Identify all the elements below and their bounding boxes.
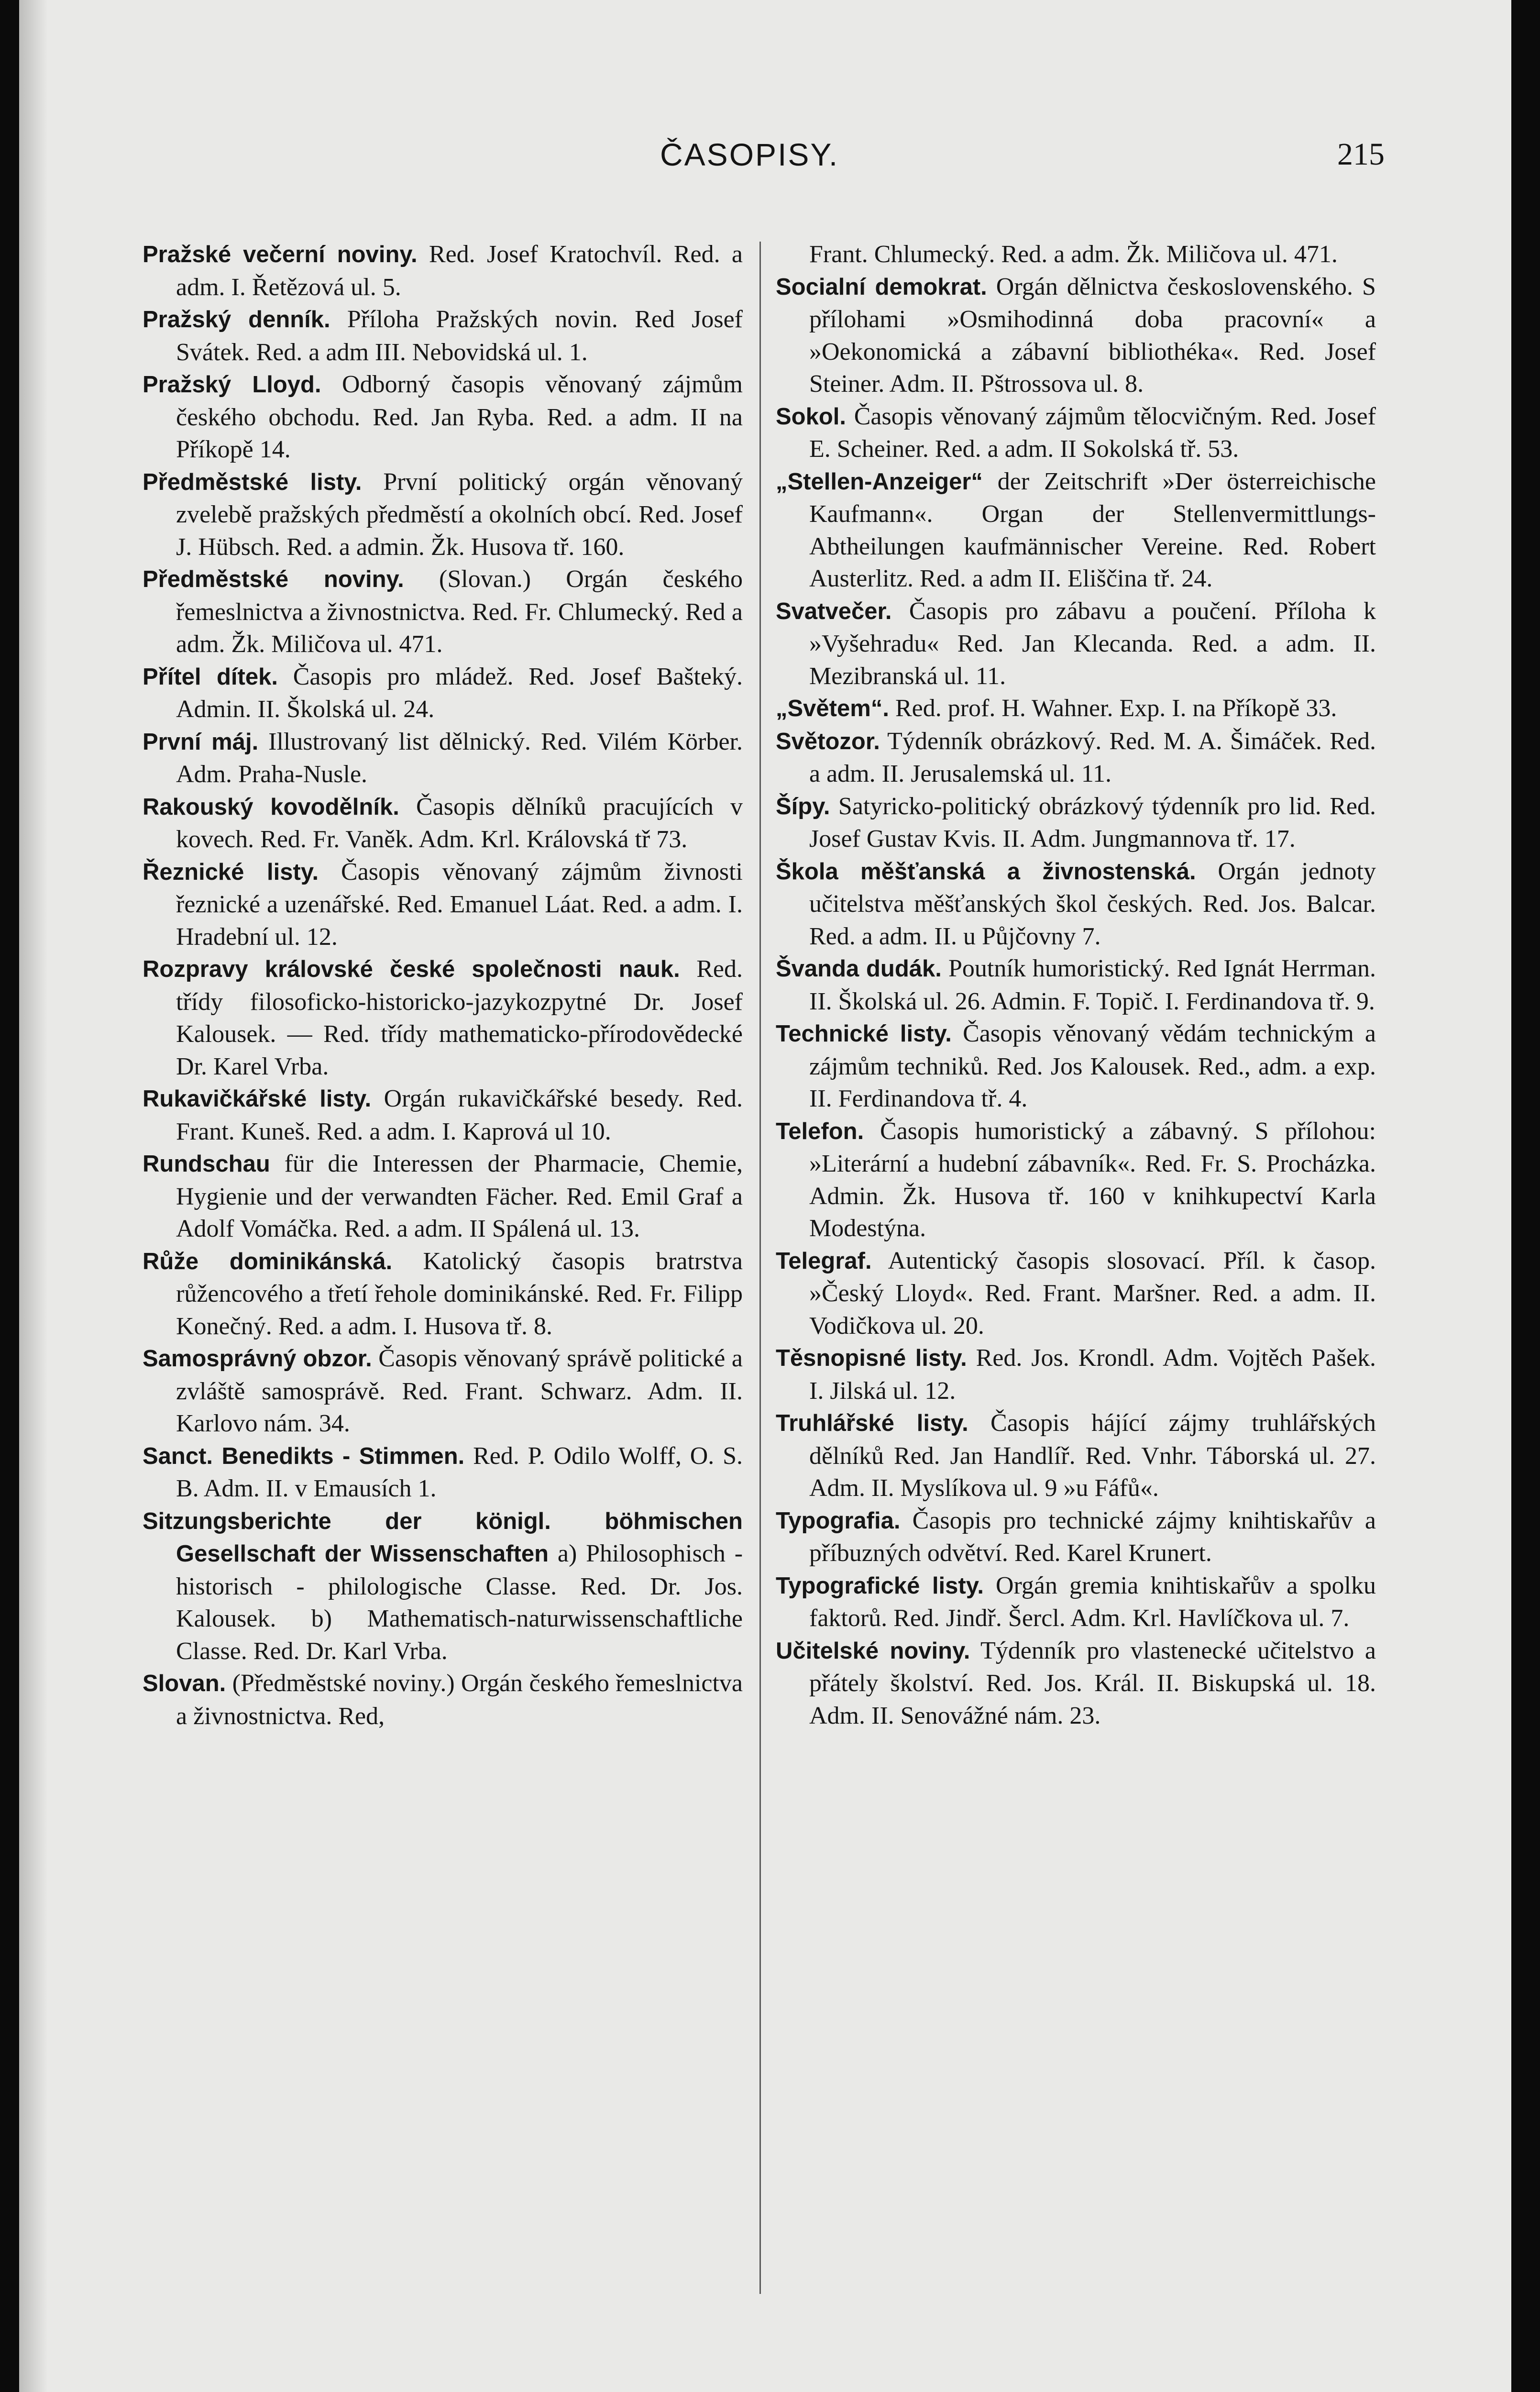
list-item (776, 1018, 1376, 1115)
list-item (776, 271, 1376, 400)
entry-text: für die Interessen der Pharmacie, Chemie, Hygienie und der verwandten Fächer. Red. Emil Graf a Adolf Vomáčka. Red. a adm. II Spálená ul. 13. (176, 1150, 743, 1242)
entry-text: Časopis pro technické zájmy knihtiskařův a příbuzných odvětví. Red. Karel Krunert. (809, 1506, 1376, 1567)
page-number: 215 (1337, 137, 1385, 172)
entry-text: (Slovan.) Orgán českého řemeslnictva a živnostnictva. Red. Fr. Chlumecký. Red a adm. Žk. Miličova ul. 471. (176, 565, 743, 658)
page-header (19, 136, 1511, 179)
entry-title: Truhlářské listy. (776, 1410, 968, 1436)
entry-text: Poutník humoristický. Red Ignát Herrman. II. Školská ul. 26. Admin. F. Topič. I. Ferdinandova tř. 9. (809, 955, 1376, 1015)
entry-text: Časopis věnovaný vědám technickým a zájmům techniků. Red. Jos Kalousek. Red., adm. a exp. II. Ferdinandova tř. 4. (809, 1020, 1376, 1112)
list-item (776, 1245, 1376, 1342)
entry-title: Rozpravy královské české společnosti nauk. (143, 956, 680, 982)
list-item (776, 1505, 1376, 1570)
list-item (143, 1505, 743, 1668)
list-item (143, 466, 743, 564)
entry-title: Světozor. (776, 728, 880, 754)
entry-title: Rakouský kovodělník. (143, 794, 399, 820)
list-item (143, 856, 743, 953)
entry-title: Technické listy. (776, 1021, 952, 1047)
entry-text: Časopis hájící zájmy truhlářských dělníků Red. Jan Handlíř. Red. Vnhr. Táborská ul. 27. Adm. II. Myslíkova ul. 9 »u Fáfů«. (809, 1409, 1376, 1502)
list-item (143, 953, 743, 1083)
entry-title: Růže dominikánská. (143, 1248, 393, 1274)
entry-title: „Stellen-Anzeiger“ (776, 468, 983, 495)
list-item (143, 1342, 743, 1440)
entry-text: Katolický časopis bratrstva růžencového a třetí řehole dominikánské. Red. Fr. Filipp Konečný. Red. a adm. I. Husova tř. 8. (176, 1247, 743, 1340)
left-column (143, 238, 743, 1732)
entry-text: Odborný časopis věnovaný zájmům českého obchodu. Red. Jan Ryba. Red. a adm. II na Příkopě 14. (176, 371, 743, 463)
entry-text: Satyricko-politický obrázkový týdenník pro lid. Red. Josef Gustav Kvis. II. Adm. Jungmannova tř. 17. (809, 792, 1376, 853)
list-item (143, 1440, 743, 1505)
running-title: ČASOPISY. (660, 137, 839, 172)
entry-title: Pražský Lloyd. (143, 372, 321, 398)
entry-text: Autentický časopis slosovací. Příl. k časop. »Český Lloyd«. Red. Frant. Maršner. Red. a adm. II. Vodičkova ul. 20. (809, 1247, 1376, 1340)
list-item (776, 725, 1376, 790)
entry-text: Orgán dělnictva československého. S přílohami »Osmihodinná doba pracovní« a »Oekonomická a zábavní bibliothéka«. Red. Josef Steiner. Adm. II. Pštrossova ul. 8. (809, 273, 1376, 398)
entry-title: Socialní demokrat. (776, 274, 987, 300)
entry-text: Red. Josef Kratochvíl. Red. a adm. I. Řetězová ul. 5. (176, 241, 743, 301)
entry-text: Časopis pro mládež. Red. Josef Bašteký. Admin. II. Školská ul. 24. (176, 663, 743, 723)
entry-title: Učitelské noviny. (776, 1638, 970, 1664)
entry-title: Rukavičkářské listy. (143, 1086, 372, 1112)
list-item (143, 1083, 743, 1148)
entry-title: Typografia. (776, 1507, 901, 1534)
entry-text: Illustrovaný list dělnický. Red. Vilém Körber. Adm. Praha-Nusle. (176, 728, 743, 788)
entry-text: Časopis věnovaný správě politické a zvláště samosprávě. Red. Frant. Schwarz. Adm. II. Karlovo nám. 34. (176, 1345, 743, 1437)
entry-title: Švanda dudák. (776, 956, 942, 982)
entry-title: Sokol. (776, 403, 847, 430)
list-item (776, 952, 1376, 1018)
list-item (776, 1115, 1376, 1245)
entry-text: Red. prof. H. Wahner. Exp. I. na Příkopě 33. (889, 695, 1337, 722)
entry-text: Red. P. Odilo Wolff, O. S. B. Adm. II. v Emausích 1. (176, 1442, 743, 1502)
entry-text: Časopis dělníků pracujících v kovech. Red. Fr. Vaněk. Adm. Krl. Královská tř 73. (176, 793, 743, 853)
entry-text: Týdenník obrázkový. Red. M. A. Šimáček. Red. a adm. II. Jerusalemská ul. 11. (809, 727, 1376, 787)
list-item (776, 1407, 1376, 1505)
entry-title: Pražský denník. (143, 307, 330, 332)
right-column (776, 238, 1376, 1732)
entry-title: Přítel dítek. (143, 664, 278, 690)
entry-text: První politický orgán věnovaný zvelebě pražských předměstí a okolních obcí. Red. Josef J. Hübsch. Red. a admin. Žk. Husova tř. 160. (176, 468, 743, 561)
list-item (776, 1342, 1376, 1407)
entry-title: Řeznické listy. (143, 859, 319, 885)
entry-text: a) Philosophisch - historisch - philologische Classe. Red. Dr. Jos. Kalousek. b) Mathematisch-naturwissenschaftliche Classe. Red. Dr. Karl Vrba. (176, 1540, 743, 1665)
book-page (19, 0, 1511, 2392)
entry-title: Telegraf. (776, 1248, 872, 1274)
list-item (776, 1635, 1376, 1732)
entry-text: (Předměstské noviny.) Orgán českého řemeslnictva a živnostnictva. Red, (176, 1670, 743, 1730)
entry-text: der Zeitschrift »Der österreichische Kaufmann«. Organ der Stellenvermittlungs-Abtheilungen kaufmännischer Vereine. Red. Robert Austerlitz. Red. a adm II. Eliščina tř. 24. (809, 467, 1376, 592)
list-item (776, 692, 1376, 725)
column-divider (759, 242, 761, 2294)
entry-text: Red. Jos. Krondl. Adm. Vojtěch Pašek. I. Jilská ul. 12. (809, 1344, 1376, 1405)
entry-text: Orgán rukavičkářské besedy. Red. Frant. Kuneš. Red. a adm. I. Kaprová ul 10. (176, 1085, 743, 1145)
entry-text: Týdenník pro vlastenecké učitelstvo a přátely školství. Red. Jos. Král. II. Biskupská ul. 18. Adm. II. Senovážné nám. 23. (809, 1637, 1376, 1729)
entry-title: Telefon. (776, 1118, 864, 1144)
entry-text: Časopis pro zábavu a poučení. Příloha k »Vyšehradu« Red. Jan Klecanda. Red. a adm. II. Mezibranská ul. 11. (809, 597, 1376, 690)
list-item (143, 1245, 743, 1343)
entry-title: Předměstské noviny. (143, 566, 404, 592)
entry-title: Rundschau (143, 1151, 270, 1177)
entry-title: Škola měšťanská a živnostenská. (776, 858, 1196, 885)
entry-text: Časopis věnovaný zájmům tělocvičným. Red. Josef E. Scheiner. Red. a adm. II Sokolská tř. 53. (809, 402, 1376, 463)
entry-text: Frant. Chlumecký. Red. a adm. Žk. Miličova ul. 471. (809, 241, 1338, 268)
entry-title: Svatvečer. (776, 598, 892, 624)
entry-text: Příloha Pražských novin. Red Josef Svátek. Red. a adm III. Nebovidská ul. 1. (176, 306, 743, 366)
list-item (776, 1570, 1376, 1635)
list-item (776, 595, 1376, 693)
list-item (143, 368, 743, 466)
entry-text: Red. třídy filosoficko-historicko-jazykozpytné Dr. Josef Kalousek. — Red. třídy mathematicko-přírodovědecké Dr. Karel Vrba. (176, 955, 743, 1080)
entry-title: Typografické listy. (776, 1573, 984, 1599)
entry-title: Těsnopisné listy. (776, 1345, 967, 1371)
list-item (143, 791, 743, 856)
list-item (776, 790, 1376, 855)
entry-text: Časopis věnovaný zájmům živnosti řeznické a uzenářské. Red. Emanuel Láat. Red. a adm. I. Hradební ul. 12. (176, 858, 743, 951)
entry-title: Slovan. (143, 1671, 226, 1696)
list-item (776, 465, 1376, 595)
list-item (776, 400, 1376, 465)
list-item (143, 661, 743, 726)
list-item (143, 303, 743, 368)
entry-title: Sitzungsberichte der königl. böhmischen Gesellschaft der Wissenschaften (143, 1508, 743, 1567)
list-item (143, 563, 743, 661)
list-item (143, 238, 743, 303)
entry-text: Orgán gremia knihtiskařův a spolku faktorů. Red. Jindř. Šercl. Adm. Krl. Havlíčkova ul. 7. (809, 1572, 1376, 1632)
list-item-continuation (776, 238, 1376, 271)
entry-title: Předměstské listy. (143, 469, 362, 495)
entry-title: Samosprávný obzor. (143, 1346, 372, 1372)
entry-title: Sanct. Benedikts - Stimmen. (143, 1443, 465, 1469)
list-item (143, 1148, 743, 1245)
entry-text: Orgán jednoty učitelstva měšťanských škol českých. Red. Jos. Balcar. Red. a adm. II. u Půjčovny 7. (809, 857, 1376, 950)
list-item (143, 726, 743, 791)
entry-title: „Světem“. (776, 696, 889, 721)
entry-title: Pražské večerní noviny. (143, 242, 418, 267)
list-item (143, 1667, 743, 1732)
page-gutter-shadow (19, 0, 48, 2392)
entry-title: Šípy. (776, 793, 830, 819)
list-item (776, 855, 1376, 953)
entry-title: První máj. (143, 729, 259, 755)
entry-text: Časopis humoristický a zábavný. S přílohou: »Literární a hudební zábavník«. Red. Fr. S. Procházka. Admin. Žk. Husova tř. 160 v knihkupectví Karla Modestýna. (809, 1117, 1376, 1242)
